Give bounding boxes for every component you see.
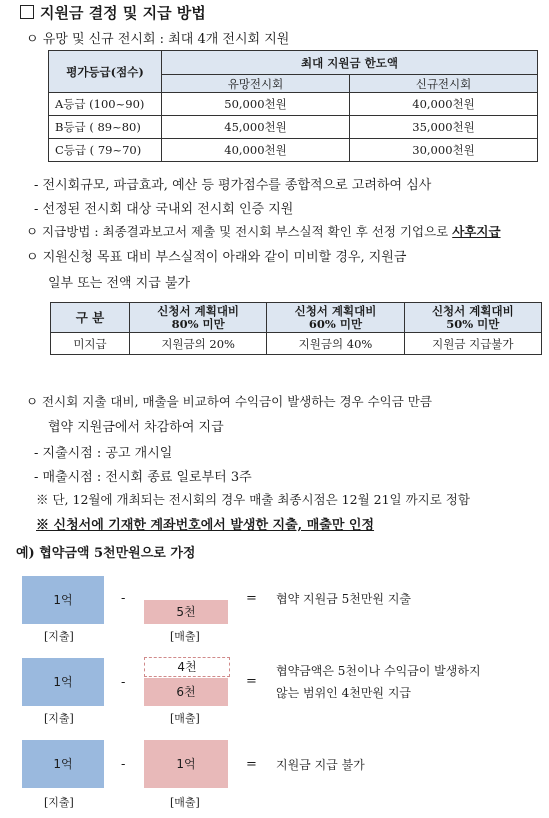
amount-cell: 45,000천원	[162, 116, 350, 139]
evaluation-note: - 전시회규모, 파급효과, 예산 등 평가점수를 종합적으로 고려하여 심사	[34, 178, 432, 193]
expense-box: 1억	[22, 658, 104, 706]
section-title-text: 지원금 결정 및 지급 방법	[40, 4, 206, 22]
deduction-cell: 지원금의 40%	[267, 333, 404, 355]
certification-note: - 선정된 전시회 대상 국내외 전시회 인증 지원	[34, 202, 294, 217]
condition-line-2: 일부 또는 전액 지급 불가	[48, 276, 191, 291]
equals-sign: =	[246, 757, 257, 772]
account-note: ※ 신청서에 기재한 계좌번호에서 발생한 지출, 매출만 인정	[36, 518, 375, 533]
amount-cell: 40,000천원	[162, 139, 350, 162]
sales-box: 1억	[144, 740, 228, 788]
minus-sign: -	[121, 675, 126, 690]
max-support-header: 최대 지원금 한도액	[162, 51, 538, 75]
minus-sign: -	[121, 757, 126, 772]
category-header: 구 분	[51, 303, 130, 333]
equals-sign: =	[246, 591, 257, 606]
amount-cell: 40,000천원	[350, 93, 538, 116]
expense-box: 1억	[22, 576, 104, 624]
minus-sign: -	[121, 591, 126, 606]
grade-cell: B등급 ( 89~80)	[49, 116, 162, 139]
expense-caption: [지출]	[44, 796, 74, 809]
amount-cell: 30,000천원	[350, 139, 538, 162]
profit-line-1: ㅇ 전시회 지출 대비, 매출을 비교하여 수익금이 발생하는 경우 수익금 만큼	[26, 394, 432, 409]
amount-cell: 35,000천원	[350, 116, 538, 139]
table-row	[49, 139, 538, 162]
sales-caption: [매출]	[170, 712, 200, 725]
shortfall-50-header: 신청서 계획대비 50% 미만	[404, 303, 541, 333]
expense-caption: [지출]	[44, 712, 74, 725]
condition-line-1: ㅇ 지원신청 목표 대비 부스실적이 아래와 같이 미비할 경우, 지원금	[26, 250, 407, 265]
expense-box: 1억	[22, 740, 104, 788]
profit-box: 4천	[144, 657, 230, 677]
payment-method-line	[26, 222, 501, 240]
grade-cell: A등급 (100~90)	[49, 93, 162, 116]
sales-timing: - 매출시점 : 전시회 종료 일로부터 3주	[34, 470, 252, 485]
sales-box: 6천	[144, 678, 228, 706]
example-title: 예) 협약금액 5천만원으로 가정	[16, 546, 196, 561]
table-row	[49, 116, 538, 139]
example-result-line-2: 않는 범위인 4천만원 지급	[276, 686, 411, 700]
section-title	[20, 2, 206, 23]
grade-header: 평가등급(점수)	[49, 51, 162, 93]
expense-timing: - 지출시점 : 공고 개시일	[34, 446, 173, 461]
expense-caption: [지출]	[44, 630, 74, 643]
equals-sign: =	[246, 674, 257, 689]
deduction-cell: 지원금 지급불가	[404, 333, 541, 355]
shortfall-60-header: 신청서 계획대비 60% 미만	[267, 303, 404, 333]
shortfall-80-header: 신청서 계획대비 80% 미만	[130, 303, 267, 333]
amount-cell: 50,000천원	[162, 93, 350, 116]
sales-caption: [매출]	[170, 796, 200, 809]
example-result: 협약 지원금 5천만원 지출	[276, 592, 411, 606]
sales-caption: [매출]	[170, 630, 200, 643]
sales-box: 5천	[144, 600, 228, 624]
december-note: ※ 단, 12월에 개최되는 전시회의 경우 매출 최종시점은 12월 21일 까지로 정함	[36, 492, 470, 507]
grade-cell: C등급 ( 79~70)	[49, 139, 162, 162]
shortfall-table	[50, 302, 542, 355]
table-row	[49, 93, 538, 116]
checkbox-icon	[20, 5, 34, 19]
support-limit-table	[48, 50, 538, 162]
profit-line-2: 협약 지원금에서 차감하여 지급	[48, 420, 224, 435]
non-payment-cell: 미지급	[51, 333, 130, 355]
example-result: 지원금 지급 불가	[276, 758, 365, 772]
new-header: 신규전시회	[350, 75, 538, 93]
example-result: 협약금액은 5천이나 수익금이 발생하지	[276, 664, 481, 678]
promising-header: 유망전시회	[162, 75, 350, 93]
payment-method-text: ㅇ 지급방법 : 최종결과보고서 제출 및 전시회 부스실적 확인 후 선정 기업으로	[26, 224, 453, 239]
support-scope-line: ㅇ 유망 및 신규 전시회 : 최대 4개 전시회 지원	[26, 32, 290, 47]
post-payment-emphasis: 사후지급	[452, 224, 501, 239]
deduction-cell: 지원금의 20%	[130, 333, 267, 355]
table-row	[51, 333, 542, 355]
